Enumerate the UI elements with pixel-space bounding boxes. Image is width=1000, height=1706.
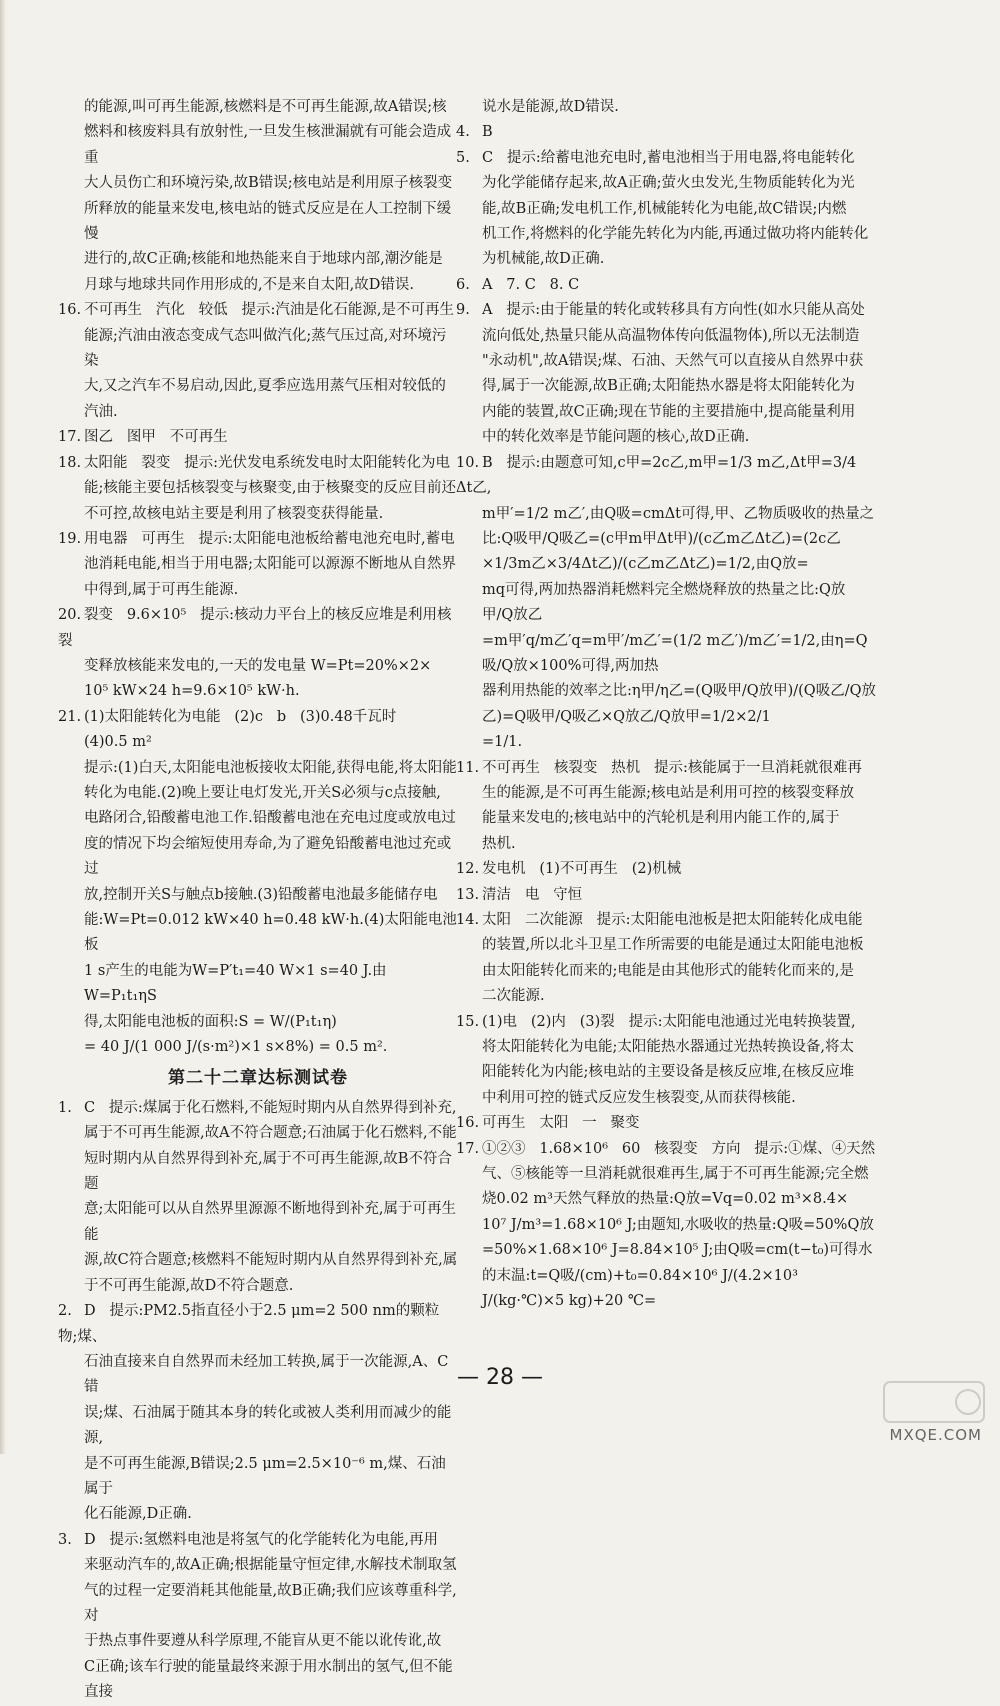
line-text: 烧0.02 m³天然气释放的热量:Q放=Vq=0.02 m³×8.4× (482, 1191, 849, 1208)
answer-line (456, 171, 876, 196)
answer-line (456, 756, 876, 781)
answer-line (456, 425, 876, 450)
answer-line (58, 95, 458, 120)
answer-line (456, 679, 876, 730)
answer-line (456, 1010, 876, 1035)
line-text: 燃料和核废料具有放射性,一旦发生核泄漏就有可能会造成重 (84, 124, 452, 166)
answer-item (58, 451, 458, 527)
line-text: 变释放核能来发电的,一天的发电量 W=Pt=20%×2× (84, 657, 432, 674)
answer-item (58, 603, 458, 705)
line-text: =50%×1.68×10⁶ J=8.84×10⁵ J;由Q吸=cm(t−t₀)可得水 (482, 1242, 873, 1259)
section-title: 第二十二章达标测试卷 (168, 1068, 348, 1089)
line-text: 气的过程一定要消耗其他能量,故B正确;我们应该尊重科学,对 (84, 1582, 457, 1624)
line-text: 能;核能主要包括核裂变与核聚变,由于核聚变的反应目前还 (84, 480, 456, 497)
line-text: =1/1. (482, 734, 523, 751)
answer-line (456, 146, 876, 171)
line-text: 为化学能储存起来,故A正确;萤火虫发光,生物质能转化为光 (482, 175, 855, 192)
answer-line (58, 197, 458, 248)
answer-line (58, 730, 458, 755)
line-text: C 提示:煤属于化石燃料,不能短时期内从自然界得到补充, (84, 1099, 457, 1116)
line-text: 不可控,故核电站主要是利用了核裂变获得能量. (84, 505, 384, 522)
item-number: 17. (456, 1140, 480, 1157)
line-text: 内能的装置,故C正确;现在节能的主要措施中,提高能量利用 (482, 403, 856, 420)
line-text: B (482, 124, 493, 141)
answer-item (456, 908, 876, 1010)
line-text: 10⁵ kW×24 h=9.6×10⁵ kW·h. (84, 683, 300, 700)
line-text: 将太阳能转化为电能;太阳能热水器通过光热转换设备,将太 (482, 1039, 854, 1056)
line-text: 能量来发电的;核电站中的汽轮机是利用内能工作的,属于 (482, 810, 840, 827)
answer-item (58, 527, 458, 603)
line-text: A 7. C 8. C (482, 276, 580, 293)
line-text: 流向低处,热量只能从高温物体传向低温物体),所以无法制造 (482, 327, 860, 344)
line-text: 误;煤、石油属于随其本身的转化或被人类利用而减少的能源, (84, 1404, 452, 1447)
line-text: m甲′=1/2 m乙′,由Q吸=cmΔt可得,甲、乙物质吸收的热量之 (482, 505, 875, 522)
line-text: 阳能转化为内能;核电站的主要设备是核反应堆,在核反应堆 (482, 1064, 854, 1081)
answer-line (456, 298, 876, 323)
line-text: 图乙 图甲 不可再生 (84, 429, 228, 446)
line-text: 裂变 9.6×10⁵ 提示:核动力平台上的核反应堆是利用核裂 (58, 607, 452, 649)
answer-line (58, 1553, 458, 1578)
line-text: 1 s产生的电能为W=P′t₁=40 W×1 s=40 J.由W=P₁t₁ηS (84, 962, 387, 1005)
answer-line (456, 1264, 876, 1315)
line-text: 中利用可控的链式反应发生核裂变,从而获得核能. (482, 1089, 796, 1106)
line-text: (1)电 (2)内 (3)裂 提示:太阳能电池通过光电转换装置, (482, 1013, 856, 1030)
answer-line (456, 1060, 876, 1085)
line-text: 放,控制开关S与触点b接触.(3)铅酸蓄电池最多能储存电 (84, 886, 438, 903)
answer-line (58, 324, 458, 375)
answer-line (58, 1401, 458, 1452)
answer-item (58, 1299, 458, 1528)
answer-item (58, 1096, 458, 1299)
answer-item (456, 756, 876, 858)
line-text: 由太阳能转化而来的;电能是由其他形式的能转化而来的,是 (482, 962, 854, 979)
answer-line (456, 120, 876, 145)
line-text: 用电器 可再生 提示:太阳能电池板给蓄电池充电时,蓄电 (84, 530, 455, 547)
answer-line (456, 1187, 876, 1212)
answer-line (58, 1248, 458, 1273)
answer-line (456, 400, 876, 425)
item-number: 6. (456, 276, 470, 293)
answer-line (456, 95, 876, 120)
line-text: 提示:(1)白天,太阳能电池板接收太阳能,获得电能,将太阳能 (84, 759, 457, 776)
answer-line (58, 527, 458, 552)
answer-line (456, 883, 876, 908)
line-text: 生的能源,是不可再生能源;核电站是利用可控的核裂变释放 (482, 784, 854, 801)
line-text: B 提示:由题意可知,c甲=2c乙,m甲=1/3 m乙,Δt甲=3/4 Δt乙, (456, 454, 861, 497)
answer-line (456, 324, 876, 349)
answer-line (58, 425, 458, 450)
answer-line (58, 1299, 458, 1350)
answer-line (456, 578, 876, 629)
answer-item (456, 95, 876, 120)
answer-line (58, 959, 458, 1010)
line-text: 汽油. (84, 403, 118, 420)
answer-line (456, 933, 876, 958)
answer-line (58, 908, 458, 959)
answer-line (58, 832, 458, 883)
answer-item (456, 1111, 876, 1136)
item-number: 1. (58, 1099, 72, 1116)
item-number: 19. (58, 530, 82, 547)
item-number: 2. (58, 1303, 72, 1320)
answer-line (58, 1655, 458, 1706)
line-text: 得,太阳能电池板的面积:S = W/(P₁t₁η) (84, 1013, 337, 1030)
answer-line (58, 476, 458, 501)
line-text: 于热点事件要遵从科学原理,不能盲从更不能以讹传讹,故 (84, 1633, 442, 1650)
line-text: C 提示:给蓄电池充电时,蓄电池相当于用电器,将电能转化 (482, 149, 855, 166)
answer-line (456, 1111, 876, 1136)
item-number: 21. (58, 708, 82, 725)
line-text: 太阳能 裂变 提示:光伏发电系统发电时太阳能转化为电 (84, 454, 451, 471)
line-text: 源,故C符合题意;核燃料不能短时期内从自然界得到补充,属 (84, 1252, 458, 1269)
answer-line (456, 832, 876, 857)
answer-item (456, 1137, 876, 1315)
line-text: 大,又之汽车不易启动,因此,夏季应选用蒸气压相对较低的 (84, 378, 446, 395)
answer-line (58, 400, 458, 425)
line-text: 比:Q吸甲/Q吸乙=(c甲m甲Δt甲)/(c乙m乙Δt乙)=(2c乙×1/3m乙×3/4Δt乙)/(c乙m乙Δt乙)=1/2,由Q放= (482, 530, 841, 573)
answer-line (58, 1010, 458, 1035)
answer-item (456, 298, 876, 450)
item-number: 16. (456, 1115, 480, 1132)
answer-line (58, 273, 458, 298)
answer-line (456, 629, 876, 680)
item-number: 15. (456, 1013, 480, 1030)
page-number: — 28 — (457, 1365, 543, 1390)
answer-item (58, 298, 458, 425)
item-number: 5. (456, 149, 470, 166)
answer-item (58, 425, 458, 450)
line-text: 月球与地球共同作用形成的,不是来自太阳,故D错误. (84, 276, 414, 293)
answer-item (58, 1528, 458, 1706)
line-text: 清洁 电 守恒 (482, 886, 583, 903)
line-text: 是不可再生能源,B错误;2.5 μm=2.5×10⁻⁶ m,煤、石油属于 (84, 1455, 446, 1497)
answer-line (456, 730, 876, 755)
answer-line (58, 1452, 458, 1503)
item-number: 12. (456, 861, 480, 878)
line-text: A 提示:由于能量的转化或转移具有方向性(如水只能从高处 (482, 302, 865, 319)
answer-line (456, 857, 876, 882)
line-text: 意;太阳能可以从自然界里源源不断地得到补充,属于可再生能 (84, 1201, 456, 1243)
answer-line (58, 1121, 458, 1146)
answer-line (58, 1528, 458, 1553)
line-text: mq可得,两加热器消耗燃料完全燃烧释放的热量之比:Q放甲/Q放乙 (482, 581, 846, 624)
answer-item (456, 120, 876, 145)
line-text: 的装置,所以北斗卫星工作所需要的电能是通过太阳能电池板 (482, 937, 864, 954)
line-text: 的末温:t=Q吸/(cm)+t₀=0.84×10⁶ J/(4.2×10³ J/(kg·℃)×5 kg)+20 ℃= (482, 1267, 803, 1310)
answer-line (58, 451, 458, 476)
answer-item (58, 705, 458, 1061)
line-text: 能,故B正确;发电机工作,机械能转化为电能,故C错误;内燃 (482, 200, 847, 217)
line-text: 于不可再生能源,故D不符合题意. (84, 1277, 294, 1294)
item-number: 11. (456, 759, 480, 776)
line-text: C正确;该车行驶的能量最终来源于用水制出的氢气,但不能直接 (84, 1658, 453, 1701)
line-text: 大人员伤亡和环境污染,故B错误;核电站是利用原子核裂变 (84, 175, 453, 192)
answer-line (58, 756, 458, 781)
answer-line (456, 349, 876, 374)
line-text: 中得到,属于可再生能源. (84, 581, 239, 598)
line-text: 热机. (482, 835, 516, 852)
answer-line (58, 654, 458, 679)
answer-line (58, 1502, 458, 1527)
answer-line (58, 298, 458, 323)
answer-line (58, 247, 458, 272)
answer-line (456, 1086, 876, 1111)
line-text: 得,属于一次能源,故B正确;太阳能热水器是将太阳能转化为 (482, 378, 855, 395)
line-text: D 提示:氢燃料电池是将氢气的化学能转化为电能,再用 (84, 1531, 438, 1548)
line-text: 能:W=Pt=0.012 kW×40 h=0.48 kW·h.(4)太阳能电池板 (84, 912, 457, 954)
line-text: D 提示:PM2.5指直径小于2.5 μm=2 500 nm的颗粒物;煤、 (58, 1303, 440, 1345)
item-number: 9. (456, 302, 470, 319)
answer-item (456, 1010, 876, 1112)
item-number: 16. (58, 302, 82, 319)
answer-line (58, 1035, 458, 1060)
answer-line (58, 120, 458, 171)
item-number: 17. (58, 429, 82, 446)
answer-line (456, 197, 876, 222)
answer-line (58, 1629, 458, 1654)
line-text: 来驱动汽车的,故A正确;根据能量守恒定律,水解技术制取氢 (84, 1557, 457, 1574)
answer-item (456, 273, 876, 298)
answer-line (456, 273, 876, 298)
answer-item (456, 857, 876, 882)
line-text: 转化为电能.(2)晚上要让电灯发光,开关S必须与c点接触, (84, 784, 441, 801)
item-number: 20. (58, 607, 82, 624)
line-text: 石油直接来自自然界而未经加工转换,属于一次能源,A、C错 (84, 1353, 449, 1396)
answer-line (456, 959, 876, 984)
line-text: 二次能源. (482, 988, 545, 1005)
line-text: (4)0.5 m² (84, 734, 152, 751)
answer-line (58, 1274, 458, 1299)
answer-item (456, 883, 876, 908)
line-text: 能源;汽油由液态变成气态叫做汽化;蒸气压过高,对环境污染 (84, 327, 447, 370)
line-text: 属于不可再生能源,故A不符合题意;石油属于化石燃料,不能 (84, 1125, 457, 1142)
binding-edge (0, 0, 6, 1454)
line-text: 发电机 (1)不可再生 (2)机械 (482, 861, 682, 878)
line-text: 机工作,将燃料的化学能先转化为内能,再通过做功将内能转化 (482, 226, 869, 243)
answer-line (456, 1035, 876, 1060)
answer-line (456, 502, 876, 527)
answer-line (58, 883, 458, 908)
item-number: 10. (456, 454, 480, 471)
answer-line (58, 1197, 458, 1248)
answer-line (58, 578, 458, 603)
answer-line (456, 781, 876, 806)
answer-line (456, 1137, 876, 1162)
answer-line (456, 1213, 876, 1238)
line-text: 的能源,叫可再生能源,核燃料是不可再生能源,故A错误;核 (84, 99, 447, 115)
answer-line (58, 171, 458, 196)
answer-line (456, 984, 876, 1009)
line-text: = 40 J/(1 000 J/(s·m²)×1 s×8%) = 0.5 m². (84, 1039, 388, 1056)
line-text: 电路闭合,铅酸蓄电池工作.铅酸蓄电池在充电过度或放电过 (84, 810, 456, 827)
item-number: 14. (456, 912, 480, 928)
answer-line (456, 222, 876, 247)
answer-item (58, 95, 458, 298)
line-text: 化石能源,D正确. (84, 1506, 192, 1523)
left-column (58, 95, 458, 1706)
item-number: 3. (58, 1531, 72, 1548)
answer-line (456, 1238, 876, 1263)
answer-line (456, 806, 876, 831)
answer-line (58, 1147, 458, 1198)
line-text: =m甲′q/m乙′q=m甲′/m乙′=(1/2 m乙′)/m乙′=1/2,由η=Q吸/Q放×100%可得,两加热 (482, 632, 868, 674)
line-text: 为机械能,故D正确. (482, 251, 605, 268)
answer-line (456, 908, 876, 933)
line-text: 进行的,故C正确;核能和地热能来自于地球内部,潮汐能是 (84, 251, 443, 268)
line-text: 不可再生 汽化 较低 提示:汽油是化石能源,是不可再生 (84, 302, 454, 319)
watermark-text: MXQE.COM (889, 1426, 982, 1444)
line-text: 说水是能源,故D错误. (482, 99, 619, 115)
item-number: 13. (456, 886, 480, 903)
answer-line (58, 552, 458, 577)
item-number: 4. (456, 124, 470, 141)
line-text: 池消耗电能,相当于用电器;太阳能可以源源不断地从自然界 (84, 556, 456, 573)
answer-line (58, 679, 458, 704)
line-text: 短时期内从自然界得到补充,属于不可再生能源,故B不符合题 (84, 1150, 452, 1193)
answer-line (456, 527, 876, 578)
line-text: 太阳 二次能源 提示:太阳能电池板是把太阳能转化成电能 (482, 912, 863, 928)
answer-line (58, 374, 458, 399)
line-text: 器利用热能的效率之比:η甲/η乙=(Q吸甲/Q放甲)/(Q吸乙/Q放乙)=Q吸甲/Q吸乙×Q放乙/Q放甲=1/2×2/1 (482, 683, 876, 725)
answer-line (456, 374, 876, 399)
line-text: 气、⑤核能等一旦消耗就很难再生,属于不可再生能源;完全燃 (482, 1166, 869, 1183)
line-text: 10⁷ J/m³=1.68×10⁶ J;由题知,水吸收的热量:Q吸=50%Q放 (482, 1216, 874, 1233)
answer-line (456, 247, 876, 272)
line-text: 不可再生 核裂变 热机 提示:核能属于一旦消耗就很难再 (482, 759, 862, 776)
answer-line (58, 806, 458, 831)
answer-line (58, 781, 458, 806)
answer-line (58, 1579, 458, 1630)
answer-line (58, 603, 458, 654)
line-text: 可再生 太阳 一 聚变 (482, 1115, 640, 1132)
line-text: "永动机",故A错误;煤、石油、天然气可以直接从自然界中获 (482, 353, 864, 370)
answer-item (456, 451, 876, 756)
line-text: 所释放的能量来发电,核电站的链式反应是在人工控制下缓慢 (84, 200, 452, 243)
line-text: ①②③ 1.68×10⁶ 60 核裂变 方向 提示:①煤、④天然 (482, 1140, 876, 1157)
answer-line (58, 1096, 458, 1121)
line-text: (1)太阳能转化为电能 (2)c b (3)0.48千瓦时 (84, 708, 397, 725)
answer-line (456, 451, 876, 502)
line-text: 度的情况下均会缩短使用寿命,为了避免铅酸蓄电池过充或过 (84, 835, 452, 878)
right-column (456, 95, 876, 1315)
line-text: 中的转化效率是节能问题的核心,故D正确. (482, 429, 750, 446)
answer-line (456, 1162, 876, 1187)
answer-line (58, 502, 458, 527)
item-number: 18. (58, 454, 82, 471)
answer-line (58, 705, 458, 730)
answer-item (456, 146, 876, 273)
